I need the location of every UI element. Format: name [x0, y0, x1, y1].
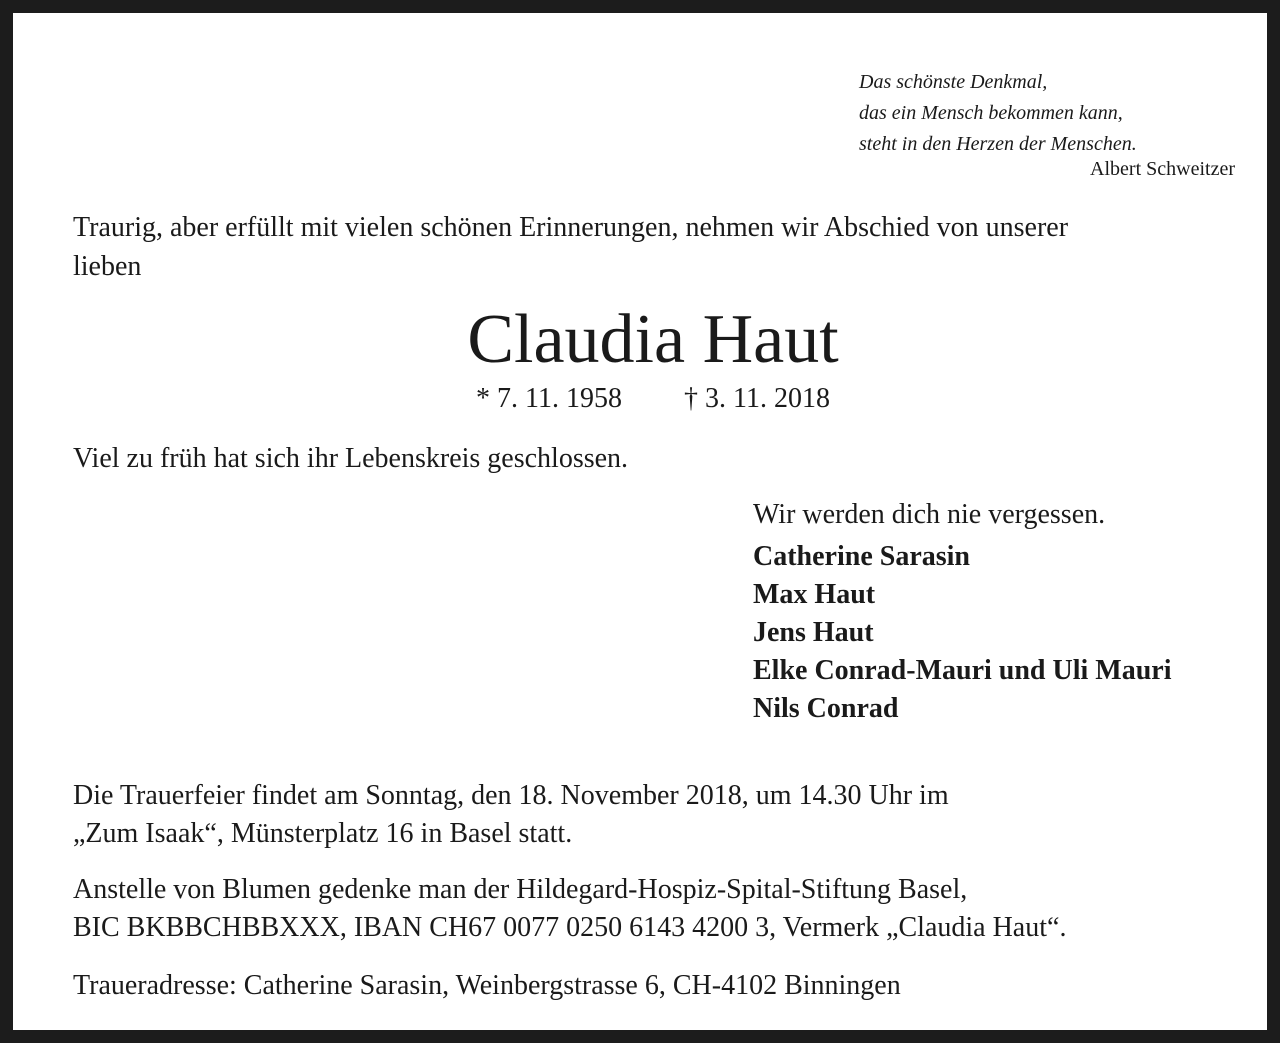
mourner-name: Nils Conrad — [753, 693, 899, 724]
mourner-name: Jens Haut — [753, 617, 874, 648]
quote-line: das ein Mensch bekommen kann, — [859, 102, 1123, 124]
ceremony-line: „Zum Isaak“, Münsterplatz 16 in Basel statt. — [73, 818, 573, 849]
mourning-address: Traueradresse: Catherine Sarasin, Weinbergstrasse 6, CH-4102 Binningen — [73, 970, 901, 1001]
intro-line: lieben — [73, 251, 142, 282]
mourner-name: Catherine Sarasin — [753, 541, 970, 572]
life-dates — [13, 383, 1280, 415]
ceremony-info — [73, 777, 1243, 853]
closing-remark: Viel zu früh hat sich ihr Lebenskreis geschlossen. — [73, 443, 629, 474]
quote-line: Das schönste Denkmal, — [859, 71, 1048, 93]
donation-line: Anstelle von Blumen gedenke man der Hildegard-Hospiz-Spital-Stiftung Basel, — [73, 874, 968, 905]
donation-info — [73, 871, 1243, 947]
mourner-name: Elke Conrad-Mauri und Uli Mauri — [753, 655, 1172, 686]
mourner-name: Max Haut — [753, 579, 876, 610]
epigraph-quote — [859, 67, 1235, 160]
deceased-name: Claudia Haut — [467, 301, 839, 378]
quote-line: steht in den Herzen der Menschen. — [859, 133, 1137, 155]
ceremony-line: Die Trauerfeier findet am Sonntag, den 18. November 2018, um 14.30 Uhr im — [73, 780, 949, 811]
mourners-block — [753, 496, 1273, 728]
quote-author: Albert Schweitzer — [1090, 158, 1235, 180]
death-date: † 3. 11. 2018 — [684, 383, 830, 414]
intro-text — [73, 208, 1243, 286]
donation-line: BIC BKBBCHBBXXX, IBAN CH67 0077 0250 6143 4200 3, Vermerk „Claudia Haut“. — [73, 912, 1067, 943]
intro-line: Traurig, aber erfüllt mit vielen schönen Erinnerungen, nehmen wir Abschied von unserer — [73, 212, 1069, 243]
mourners-heading: Wir werden dich nie vergessen. — [753, 499, 1106, 530]
birth-date: * 7. 11. 1958 — [476, 383, 622, 414]
